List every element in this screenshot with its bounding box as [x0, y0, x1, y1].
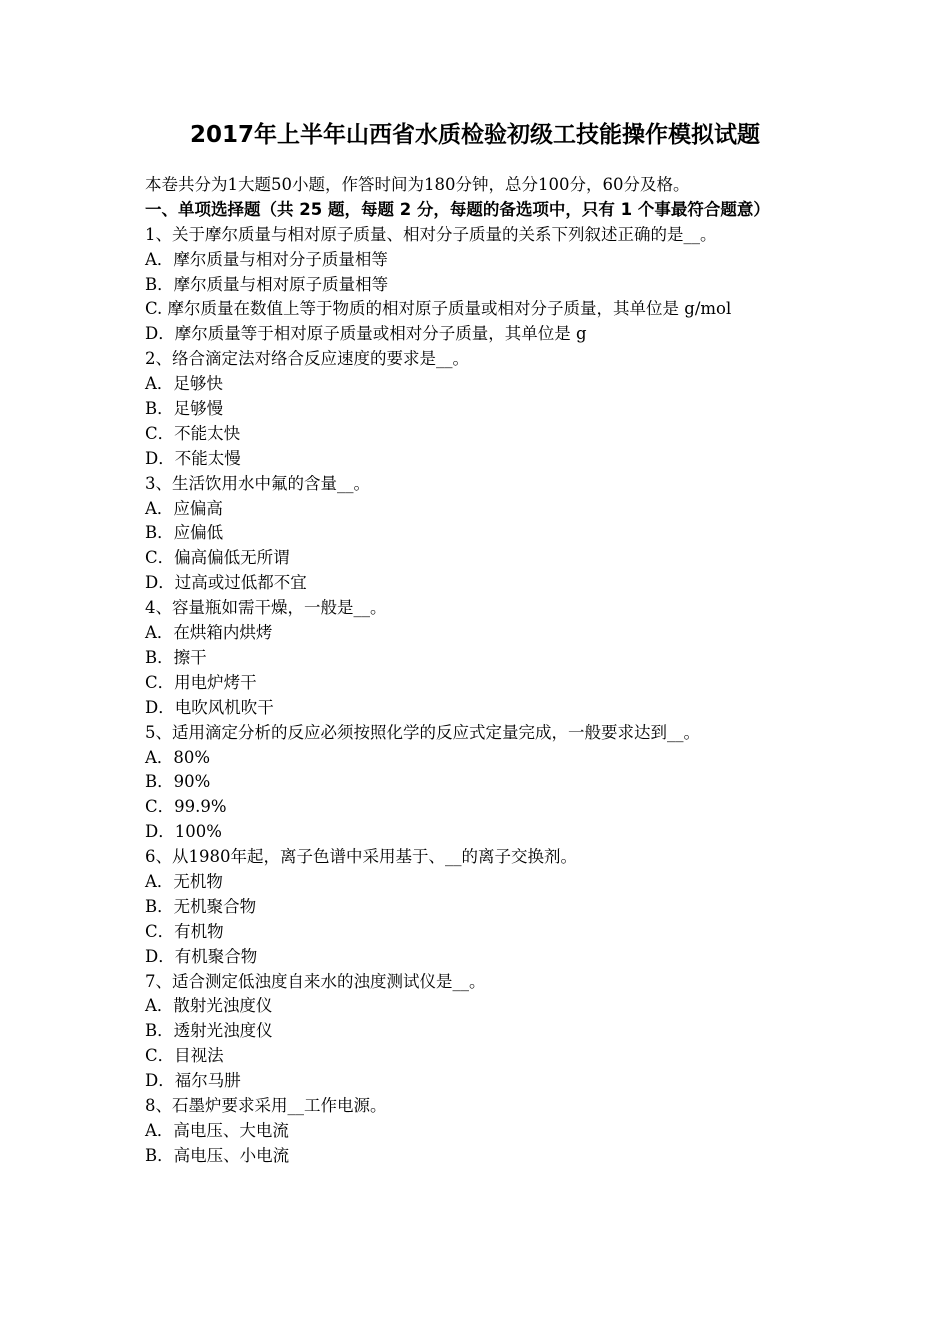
question-block [145, 472, 815, 596]
question-stem: 2、络合滴定法对络合反应速度的要求是__。 [145, 349, 469, 369]
answer-option: D．不能太慢 [145, 448, 241, 468]
question-block [145, 223, 815, 347]
answer-option: D．福尔马肼 [145, 1071, 241, 1091]
document-title: 2017年上半年山西省水质检验初级工技能操作模拟试题 [189, 122, 760, 148]
question-stem: 3、生活饮用水中氟的含量__。 [145, 473, 370, 493]
exam-intro: 本卷共分为1大题50小题，作答时间为180分钟，总分100分，60分及格。 [145, 175, 690, 194]
question-stem: 8、石墨炉要求采用__工作电源。 [145, 1095, 387, 1115]
question-stem: 7、适合测定低浊度自来水的浊度测试仪是__。 [145, 971, 486, 991]
question-block [145, 721, 815, 845]
answer-option: A．摩尔质量与相对分子质量相等 [145, 249, 388, 269]
answer-option: A．散射光浊度仪 [145, 996, 273, 1016]
question-stem: 6、从1980年起，离子色谱中采用基于、__的离子交换剂。 [145, 847, 577, 867]
answer-option: A．应偏高 [145, 498, 223, 518]
answer-option: B．应偏低 [145, 523, 224, 543]
answer-option: C．用电炉烤干 [145, 672, 257, 692]
answer-option: B．擦干 [145, 647, 207, 667]
answer-option: B．足够慢 [145, 399, 224, 419]
answer-option: B．无机聚合物 [145, 896, 257, 916]
answer-option: B．透射光浊度仪 [145, 1021, 273, 1041]
answer-option: C．偏高偏低无所谓 [145, 548, 290, 568]
section-heading: 一、单项选择题（共 25 题，每题 2 分，每题的备选项中，只有 1 个事最符合题意） [145, 199, 770, 219]
answer-option: A．80% [145, 747, 211, 767]
question-stem: 4、容量瓶如需干燥，一般是__。 [145, 598, 387, 618]
answer-option: C．不能太快 [145, 423, 241, 443]
question-block [145, 596, 815, 720]
question-stem: 1、关于摩尔质量与相对原子质量、相对分子质量的关系下列叙述正确的是__。 [145, 224, 717, 244]
document-body [145, 173, 815, 1169]
answer-option: B．高电压、小电流 [145, 1145, 290, 1165]
question-stem: 5、适用滴定分析的反应必须按照化学的反应式定量完成，一般要求达到__。 [145, 722, 700, 742]
question-block [145, 970, 815, 1094]
answer-option: D．摩尔质量等于相对原子质量或相对分子质量，其单位是 g [145, 324, 587, 344]
answer-option: C. 摩尔质量在数值上等于物质的相对原子质量或相对分子质量，其单位是 g/mol [145, 299, 732, 319]
answer-option: B．90% [145, 772, 211, 792]
answer-option: A．无机物 [145, 871, 223, 891]
question-block [145, 1094, 815, 1169]
answer-option: D．过高或过低都不宜 [145, 573, 307, 593]
answer-option: C．99.9% [145, 797, 227, 817]
answer-option: C．有机物 [145, 921, 224, 941]
answer-option: C．目视法 [145, 1046, 224, 1066]
question-block [145, 845, 815, 969]
answer-option: D．有机聚合物 [145, 946, 258, 966]
answer-option: B．摩尔质量与相对原子质量相等 [145, 274, 389, 294]
answer-option: D．100% [145, 822, 222, 842]
answer-option: A．足够快 [145, 374, 223, 394]
answer-option: D．电吹风机吹干 [145, 697, 274, 717]
question-block [145, 347, 815, 471]
answer-option: A．在烘箱内烘烤 [145, 623, 273, 643]
answer-option: A．高电压、大电流 [145, 1120, 289, 1140]
